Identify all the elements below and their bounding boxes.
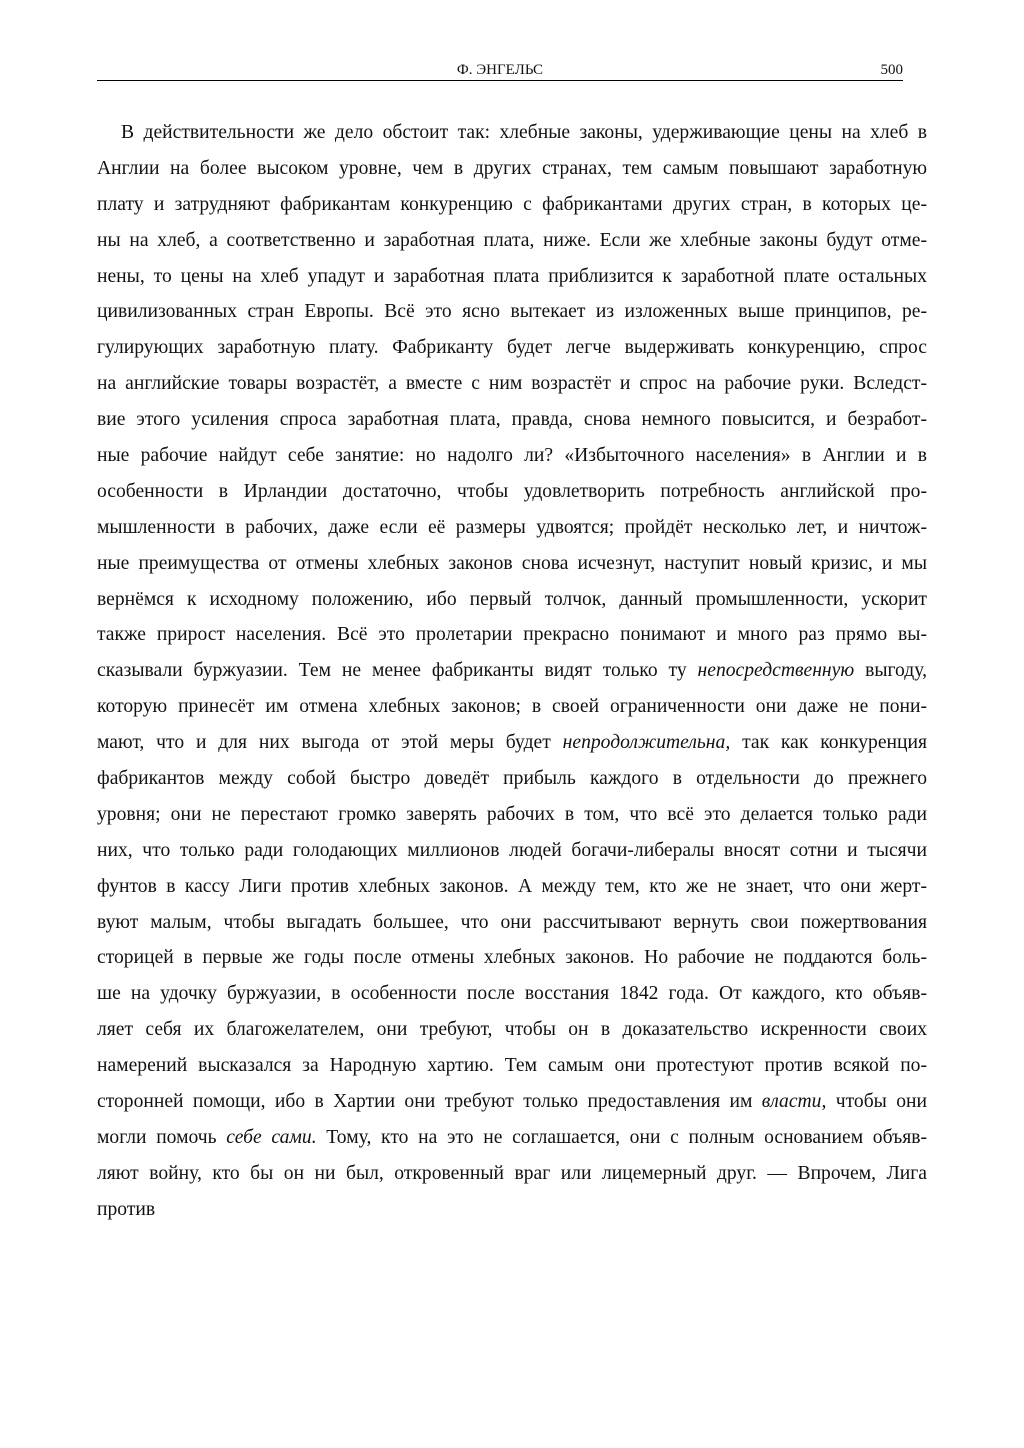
text-run: могли помочь (97, 1126, 227, 1148)
text-line (97, 366, 927, 402)
text-run: сторицей в первые же годы после отмены хлебных законов. Но рабочие не поддаются боль- (97, 947, 927, 969)
text-run: цивилизованных стран Европы. Всё это ясно вытекает из изложенных выше принципов, ре- (97, 301, 927, 323)
text-line (97, 510, 927, 546)
body-paragraph (97, 115, 927, 1228)
text-line (97, 761, 927, 797)
text-run: ны на хлеб, а соответственно и заработная плата, ниже. Если же хлебные законы будут отме- (97, 229, 927, 251)
italic-emphasis: непродолжительна, (562, 732, 731, 754)
text-run: плату и затрудняют фабрикантам конкуренцию с фабрикантами других стран, в которых це- (97, 193, 927, 215)
text-run: ные преимущества от отмены хлебных законов снова исчезнут, наступит новый кризис, и мы (97, 552, 927, 574)
text-line (97, 1156, 927, 1192)
text-run: вернёмся к исходному положению, ибо первый толчок, данный промышленности, ускорит (97, 588, 927, 610)
text-line (97, 294, 927, 330)
text-line (97, 1120, 927, 1156)
text-line (97, 474, 927, 510)
text-line (97, 725, 927, 761)
text-line (97, 223, 927, 259)
text-line (97, 1084, 927, 1120)
text-line (97, 617, 927, 653)
text-run: ше на удочку буржуазии, в особенности после восстания 1842 года. От каждого, кто объяв- (97, 983, 927, 1005)
text-line (97, 1048, 927, 1084)
text-line (97, 438, 927, 474)
text-line (97, 905, 927, 941)
text-line (97, 1012, 927, 1048)
text-line (97, 1192, 927, 1228)
page-number: 500 (880, 62, 903, 78)
text-run: мышленности в рабочих, даже если её размеры удвоятся; пройдёт несколько лет, и ничтож- (97, 516, 927, 538)
text-run: сторонней помощи, ибо в Хартии они требуют только предоставления им (97, 1091, 762, 1113)
text-run: также прирост населения. Всё это пролетарии прекрасно понимают и много раз прямо вы- (97, 624, 927, 646)
text-run: выгоду, (854, 660, 927, 682)
text-run: так как конкуренция (730, 732, 927, 754)
text-run: Тому, кто на это не соглашается, они с полным основанием объяв- (316, 1126, 928, 1148)
text-run: чтобы они (826, 1091, 927, 1113)
text-run: сказывали буржуазии. Тем не менее фабриканты видят только ту (97, 660, 698, 682)
text-line (97, 402, 927, 438)
text-run: фунтов в кассу Лиги против хлебных законов. А между тем, кто же не знает, что они жерт- (97, 875, 927, 897)
text-run: вие этого усиления спроса заработная плата, правда, снова немного повысится, и безработ- (97, 409, 927, 431)
text-line (97, 976, 927, 1012)
text-line (97, 653, 927, 689)
text-run: на английские товары возрастёт, а вместе с ним возрастёт и спрос на рабочие руки. Вследст- (97, 373, 927, 395)
text-line (97, 833, 927, 869)
text-run: Англии на более высоком уровне, чем в других странах, тем самым повышают заработную (97, 157, 927, 179)
text-run: вуют малым, чтобы выгадать большее, что они рассчитывают вернуть свои пожертвования (97, 911, 927, 933)
text-run: ляет себя их благожелателем, они требуют, чтобы он в доказательство искренности своих (97, 1019, 927, 1041)
text-run: фабрикантов между собой быстро доведёт прибыль каждого в отдельности до прежнего (97, 768, 927, 790)
text-line (97, 869, 927, 905)
text-run: них, что только ради голодающих миллионов людей богачи-либералы вносят сотни и тысячи (97, 839, 927, 861)
text-line (97, 797, 927, 833)
italic-emphasis: себе сами. (226, 1126, 317, 1148)
text-run: против (97, 1198, 156, 1220)
text-run: уровня; они не перестают громко заверять рабочих в том, что всё это делается только ради (97, 803, 927, 825)
running-head-author: Ф. ЭНГЕЛЬС (456, 62, 544, 78)
text-line (97, 187, 927, 223)
text-line (97, 689, 927, 725)
text-run: мают, что и для них выгода от этой меры будет (97, 732, 563, 754)
text-line (97, 330, 927, 366)
text-line (97, 151, 927, 187)
italic-emphasis: власти, (761, 1091, 827, 1113)
text-run: особенности в Ирландии достаточно, чтобы удовлетворить потребность английской про- (97, 480, 927, 502)
text-run: нены, то цены на хлеб упадут и заработная плата приблизится к заработной плате остальных (97, 265, 927, 287)
text-run: В действительности же дело обстоит так: хлебные законы, удерживающие цены на хлеб в (121, 122, 927, 143)
text-line (97, 582, 927, 618)
text-run: ные рабочие найдут себе занятие: но надолго ли? «Избыточного населения» в Англии и в (97, 445, 927, 467)
text-run: которую принесёт им отмена хлебных законов; в своей ограниченности они даже не пони- (97, 696, 927, 718)
text-line (97, 940, 927, 976)
text-run: гулирующих заработную плату. Фабриканту будет легче выдерживать конкуренцию, спрос (97, 337, 927, 359)
text-line (97, 546, 927, 582)
text-run: ляют войну, кто бы он ни был, откровенный враг или лицемерный друг. — Впрочем, Лига (97, 1162, 927, 1184)
italic-emphasis: непосредственную (697, 660, 855, 682)
text-line (97, 259, 927, 295)
text-line (97, 115, 927, 151)
page-header (97, 60, 903, 81)
text-run: намерений высказался за Народную хартию. Тем самым они протестуют против всякой по- (97, 1055, 927, 1077)
